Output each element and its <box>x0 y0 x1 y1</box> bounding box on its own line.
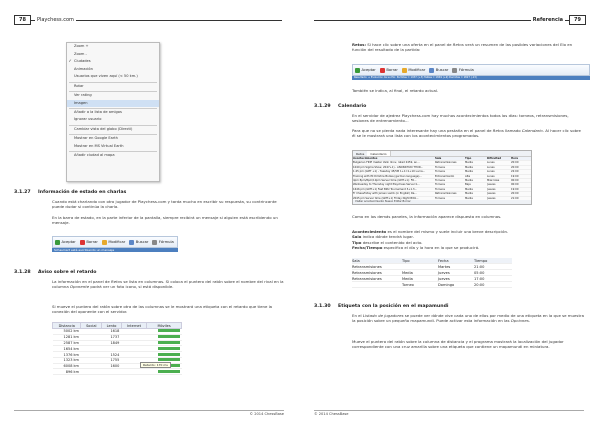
table-cell: Lunes <box>487 170 495 174</box>
paragraph: Cuando está charlando con otro jugador de Playchess.com y tarda mucho en escribir su respuesta, su contrincante puede dudar si continúa la charla. <box>52 199 277 210</box>
table-cell: Media <box>465 196 473 200</box>
table-cell: Retransmisiones <box>435 192 457 196</box>
paragraph: También se indica, al final, el retardo actual. <box>352 88 439 93</box>
formula-button[interactable]: Fórmula <box>152 240 173 245</box>
table-cell <box>147 369 182 375</box>
table-cell <box>121 369 146 375</box>
search-icon <box>429 68 434 73</box>
table-cell: Lunes <box>487 174 495 178</box>
table-cell: Bulgarian FIDE master Velin Ilnov, rated 2459, an... <box>353 161 420 165</box>
table-cell: Media <box>465 161 473 165</box>
table-cell: Baja <box>465 183 471 187</box>
table-cell: 1376 km <box>53 352 81 358</box>
menu-item[interactable]: Rotar <box>74 83 84 88</box>
column-header[interactable]: Tipo <box>465 157 472 160</box>
definition-term: Sala <box>352 234 362 240</box>
table-cell: 1040 pm Sigma Show, 2047+1) - ANONDHUO THUR... <box>353 165 424 169</box>
table-cell: Media <box>465 187 473 191</box>
column-header[interactable]: Acontecimientos <box>353 157 378 160</box>
page-number: 78 <box>14 15 31 25</box>
table-cell: Torneo <box>402 283 414 287</box>
search-icon <box>129 240 134 245</box>
table-cell: 2045 pm Server time (GMT+1) Friday Night Blitz... <box>353 196 419 200</box>
column-header[interactable]: Tipo <box>402 259 410 263</box>
events-table <box>352 258 512 288</box>
table-cell: Wednesday to Thursday night Playchess Server b... <box>353 183 420 187</box>
table-cell: Jueves <box>438 271 450 275</box>
definition-line <box>352 245 584 250</box>
table-cell: 1323 km <box>53 357 81 363</box>
signal-bar <box>158 341 180 344</box>
table-cell: Fr Chessfriday with Jeroen Lamb (in English) Ra... <box>353 192 417 196</box>
table-cell: Torneos <box>435 178 445 182</box>
formula-button[interactable]: Fórmula <box>452 68 473 73</box>
table-cell: Retransmisiones <box>352 277 382 281</box>
tab-retos[interactable]: Retos <box>356 152 365 156</box>
table-cell: Lunes <box>487 165 495 169</box>
table-cell: 1524 <box>102 352 122 358</box>
table-cell: 1755 <box>102 357 122 363</box>
column-header[interactable]: Tiempo <box>474 259 488 263</box>
menu-item[interactable]: Ver rating <box>74 92 92 97</box>
right-page <box>300 0 600 424</box>
toolbar <box>352 64 590 76</box>
page-number: 79 <box>569 15 586 25</box>
check-icon <box>55 240 60 245</box>
table-row[interactable] <box>53 369 182 375</box>
menu-item[interactable]: Añadir ciudad al mapa <box>74 152 115 157</box>
header-title: Playchess.com <box>36 17 74 23</box>
page-header <box>14 14 76 26</box>
search-button[interactable]: Buscar <box>429 68 448 73</box>
table-cell: 1600 <box>102 363 122 369</box>
footer: © 2014 ChessBase <box>249 412 284 416</box>
table-cell: Retransmisiones <box>352 271 382 275</box>
table-cell: 20:00 <box>474 283 485 287</box>
definition-text: indica dónde tendrá lugar. <box>361 234 414 240</box>
check-icon <box>355 68 360 73</box>
menu-item[interactable]: Ciudades <box>74 59 91 64</box>
paragraph: Retos: Si hace clic sobre una oferta en el panel de Retos verá un resumen de las posibles variaciones del Elo en función del resultado de la partida: <box>352 42 573 53</box>
page-header <box>531 14 586 26</box>
delete-icon <box>380 68 385 73</box>
modify-button[interactable]: Modificar <box>102 240 125 245</box>
definition-term: Acontecimiento <box>352 229 387 234</box>
paragraph: Como en los demás paneles, la información aparece dispuesta en columnas. <box>352 214 502 219</box>
signal-bar <box>158 353 180 356</box>
table-cell: 21:00 <box>511 196 519 200</box>
table-cell: Alta <box>465 174 471 178</box>
table-cell: 1737 <box>102 334 122 340</box>
table-cell: 19:00 <box>511 187 519 191</box>
edit-icon <box>102 240 107 245</box>
tooltip: Retardo: 170 ms <box>140 362 171 368</box>
table-cell: Entrenamiento <box>435 174 455 178</box>
paragraph: Para que no se pierda nada interesante hay una pestaña en el panel de Retos llamado Calendario. Al hacer clic sobre él se le mostrará una lista con los acontecimientos programados. <box>352 128 581 139</box>
table-cell: Jueves <box>438 277 450 281</box>
menu-item[interactable]: Mostrar en MS Virtual Earth <box>74 143 124 148</box>
table-cell: 2587 km <box>53 340 81 346</box>
definition-text: describe el contenido del acto. <box>361 239 423 245</box>
definition-term: Fecha/Tiempo <box>352 244 383 250</box>
table-cell: 896 km <box>53 369 81 375</box>
table-cell <box>102 369 122 375</box>
table-cell: Retransmisiones <box>435 161 457 165</box>
section-heading: 3.1.29 Calendario <box>314 104 367 109</box>
definition-text: es el nombre del mismo y suele incluir una breve descripción. <box>386 229 509 234</box>
table-cell: Media <box>465 165 473 169</box>
signal-bar <box>158 347 180 350</box>
section-heading: 3.1.30 Etiqueta con la posición en el mapamundi <box>314 304 449 309</box>
column-header[interactable]: Distancia <box>53 323 81 329</box>
paragraph: En el servidor de ajedrez Playchess.com hay muchos acontecimientos todos los días: torneos, retransmisiones, sesiones de entrenamiento... <box>352 113 569 124</box>
definitions <box>352 229 584 250</box>
context-menu <box>66 42 160 182</box>
table-cell: Torneos <box>435 196 445 200</box>
table-cell: 1618 <box>102 329 122 335</box>
table-cell: Lunes <box>487 161 495 165</box>
table-cell: Media <box>402 277 413 281</box>
table-cell: 20:00 <box>511 192 519 196</box>
delete-icon <box>80 240 85 245</box>
delete-button[interactable]: Borrar <box>80 240 98 245</box>
column-header[interactable]: Hora <box>511 157 518 160</box>
table-cell: 1:45 pm (GMT +1) - Tuesday 45/5M 1+1=1+10 Lucre... <box>353 170 426 174</box>
paragraph: En el Listado de jugadores se puede ver dónde vive cada uno de ellos por medio de una etiqueta en la que se muestra la posición sobre un pequeño mapamundi. Puede activar esta información en las Opciones. <box>352 313 584 324</box>
menu-item[interactable]: Zoom + <box>74 44 89 48</box>
table-cell: 05:00 <box>474 271 485 275</box>
column-header[interactable]: Móviles <box>147 323 182 329</box>
calendar-panel <box>352 150 532 205</box>
menu-item[interactable]: Añadir a la lista de amigos <box>74 109 122 114</box>
column-header[interactable]: Internet <box>121 323 146 329</box>
table-cell: 1281 km <box>53 334 81 340</box>
footer: © 2014 ChessBase <box>314 412 349 416</box>
section-heading: 3.1.28 Aviso sobre el retardo <box>14 270 97 275</box>
menu-item[interactable]: Mostrar en Google Earth <box>74 135 118 140</box>
signal-bar <box>158 329 180 332</box>
table-cell: Martes <box>438 265 451 269</box>
calendar-footer: Visitar acontecimiento Nuevo Editar Borrar <box>353 200 531 205</box>
delete-button[interactable]: Borrar <box>380 68 398 73</box>
table-cell: 4pm 8pm/8pm/10pm Server time (GMT+1): FR... <box>353 178 417 182</box>
table-cell: Torneos <box>435 183 445 187</box>
table-cell: 1646 pm (GMT+1) Fast Blitz Tournament 3+1.3... <box>353 187 418 191</box>
paragraph: Si mueve el puntero del ratón sobre otra de las columnas se le mostrará una etiqueta con el retardo que tiene la conexión del oponente con el servidor. <box>52 304 273 315</box>
toolbar <box>52 236 178 248</box>
paragraph: La información en el panel de Retos se lista en columnas. Si coloca el puntero del ratón sobre el nombre del rival en la columna Oponente podrá ver un foto icono, si está disponible. <box>52 279 284 290</box>
table-cell: Jueves <box>487 183 496 187</box>
tab-calendario[interactable]: Calendario <box>367 151 390 156</box>
formula-icon <box>452 68 457 73</box>
menu-item[interactable]: Zoom - <box>74 51 87 56</box>
table-cell: Media <box>465 178 473 182</box>
table-cell: 6008 km <box>53 363 81 369</box>
definition-text: especifica el día y la hora en la que se producirá. <box>382 244 480 250</box>
table-cell: Miércoles <box>487 178 500 182</box>
accept-button[interactable]: Aceptar <box>355 68 376 73</box>
status-bar: Schasmart está escribiendo un mensaje <box>52 248 178 252</box>
table-cell: Torneos <box>435 187 445 191</box>
table-cell: 19:00 <box>511 174 519 178</box>
table-cell: 1654 km <box>53 346 81 352</box>
table-cell: Retransmisiones <box>352 265 382 269</box>
table-cell: 20:00 <box>511 165 519 169</box>
section-heading: 3.1.27 Información de estado en charlas <box>14 190 127 195</box>
accept-button[interactable]: Aceptar <box>55 240 76 245</box>
table-cell: 00:00 <box>511 178 519 182</box>
table-cell: 17:00 <box>474 277 485 281</box>
table-cell: 22:00 <box>511 170 519 174</box>
table-cell: 1849 <box>102 340 122 346</box>
column-header[interactable]: Sala <box>435 157 442 160</box>
menu-item[interactable]: Imagen <box>67 100 159 108</box>
formula-icon <box>152 240 157 245</box>
table-cell: Torneos <box>435 165 445 169</box>
edit-icon <box>402 68 407 73</box>
menu-item[interactable]: Cambiar vista del globo (Directi) <box>74 126 133 131</box>
paragraph: En la barra de estado, en la parte inferior de la pantalla, siempre recibirá un mensaje si alguien está escribiendo un mensaje. <box>52 215 278 226</box>
table-cell: Domingo <box>438 283 455 287</box>
signal-bar <box>158 370 180 373</box>
table-cell: Jueves <box>487 192 496 196</box>
table-cell: 20:00 <box>511 161 519 165</box>
header-title: Referencia <box>532 17 564 23</box>
table-cell: Jueves <box>487 196 496 200</box>
column-header[interactable]: Fecha <box>438 259 449 263</box>
table-cell: Torneos <box>435 170 445 174</box>
event-row[interactable] <box>352 282 512 288</box>
search-button[interactable]: Buscar <box>129 240 148 245</box>
table-cell: Jueves <box>487 187 496 191</box>
column-header[interactable]: Dificultad <box>487 157 502 160</box>
table-cell: 21:00 <box>474 265 485 269</box>
menu-item[interactable]: Usuarios que viven aquí (< 50 km.) <box>74 74 138 79</box>
check-icon: ✓ <box>68 58 72 64</box>
table-cell: Media <box>465 170 473 174</box>
table-cell: 5002 km <box>53 329 81 335</box>
table-cell: Media <box>465 192 473 196</box>
status-bar: Resultado: + Evolución de su Elo: Partidas = 1937 (+3) Tablas = 1849 (+9) Derrotas = 1827 (-13) <box>352 76 590 80</box>
paragraph: Mueve el puntero del ratón sobre la columna de distancia y el programa mostrará la localización del jugador correspondiente con una cruz amarilla sobre una etiqueta que contiene un mapamundi en miniatura. <box>352 339 564 350</box>
table-cell: Training with IM Dimitrie Bodea (german language)... <box>353 174 422 178</box>
menu-item[interactable]: Animación <box>74 66 93 71</box>
modify-button[interactable]: Modificar <box>402 68 425 73</box>
table-cell <box>402 264 438 269</box>
table-cell <box>81 369 102 375</box>
column-header[interactable]: Lento <box>102 323 122 329</box>
table-cell: 00:00 <box>511 183 519 187</box>
table-cell: Media <box>402 271 413 275</box>
menu-item[interactable]: Ignorar usuario <box>74 117 102 122</box>
column-header[interactable]: Social <box>81 323 102 329</box>
signal-bar <box>158 358 180 361</box>
definition-term: Tipo <box>352 239 362 245</box>
table-cell <box>352 282 402 287</box>
column-header[interactable]: Sala <box>352 259 360 263</box>
signal-bar <box>158 335 180 338</box>
